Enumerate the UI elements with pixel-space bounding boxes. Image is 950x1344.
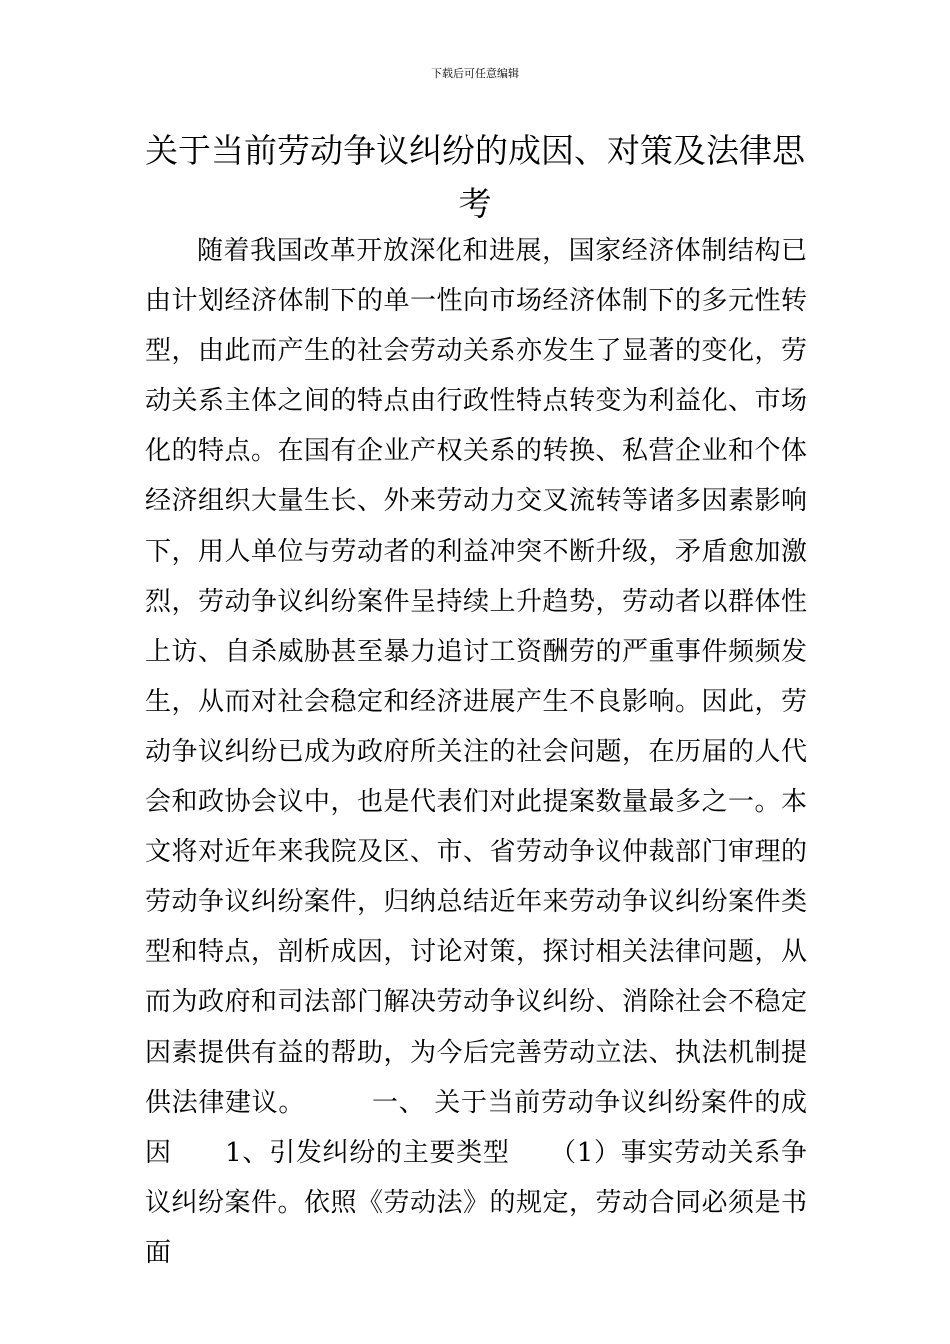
header-note: 下载后可任意编辑 bbox=[431, 67, 519, 80]
body-paragraph: 随着我国改革开放深化和进展，国家经济体制结构已由计划经济体制下的单一性向市场经济体制下的多元性转型，由此而产生的社会劳动关系亦发生了显著的变化，劳动关系主体之间的特点由行政性特点转变为利益化、市场化的特点。在国有企业产权关系的转换、私营企业和个体经济组织大量生长、外来劳动力交叉流转等诸多因素影响下，用人单位与劳动者的利益冲突不断升级，矛盾愈加激烈，劳动争议纠纷案件呈持续上升趋势，劳动者以群体性上访、自杀威胁甚至暴力追讨工资酬劳的严重事件频频发生，从而对社会稳定和经济进展产生不良影响。因此，劳动争议纠纷已成为政府所关注的社会问题，在历届的人代会和政协会议中，也是代表们对此提案数量最多之一。本文将对近年来我院及区、市、省劳动争议仲裁部门审理的劳动争议纠纷案件，归纳总结近年来劳动争议纠纷案件类型和特点，剖析成因，讨论对策，探讨相关法律问题，从而为政府和司法部门解决劳动争议纠纷、消除社会不稳定因素提供有益的帮助，为今后完善劳动立法、执法机制提供法律建议。 一、 关于当前劳动争议纠纷案件的成因 1、引发纠纷的主要类型 （1）事实劳动关系争议纠纷案件。依照《劳动法》的规定，劳动合同必须是书面 bbox=[145, 236, 807, 1268]
document-title: 关于当前劳动争议纠纷的成因、对策及法律思考 bbox=[145, 131, 805, 223]
